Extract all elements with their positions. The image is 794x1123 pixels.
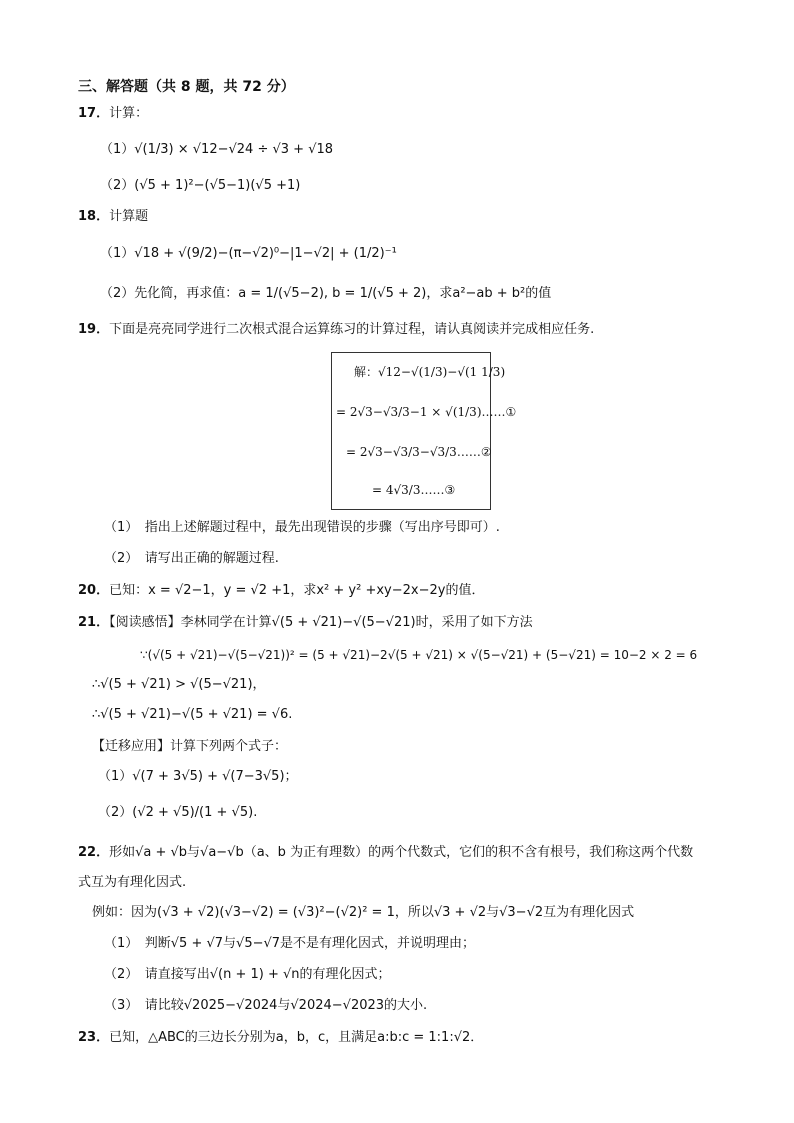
question-number: 22．: [78, 845, 110, 860]
question-stem: 已知：x = √2−1，y = √2 +1，求x² + y² +xy−2x−2y的值．: [109, 583, 485, 598]
question-18: [78, 208, 148, 226]
q18-part-2: （2）先化简，再求值：a = 1/(√5−2), b = 1/(√5 + 2)，求a²−ab + b²的值: [100, 286, 552, 301]
q22-part-1: （1） 判断√5 + √7与√5−√7是不是有理化因式，并说明理由；: [104, 936, 476, 951]
question-20: [78, 582, 484, 600]
solution-line-3: = 2√3−√3/3−√3/3……②: [346, 445, 492, 459]
q19-part-1: （1） 指出上述解题过程中，最先出现错误的步骤（写出序号即可）.: [104, 520, 500, 535]
question-19: [78, 321, 594, 339]
question-number: 17．: [78, 106, 110, 121]
q21-part-2: （2）(√2 + √5)/(1 + √5).: [98, 805, 258, 820]
q22-example: 例如：因为(√3 + √2)(√3−√2) = (√3)²−(√2)² = 1，所以√3 + √2与√3−√2互为有理化因式: [92, 905, 635, 920]
q21-line-1: ∵(√(5 + √21)−√(5−√21))² = (5 + √21)−2√(5 + √21) × √(5−√21) + (5−√21) = 10−2 × 2 = 6: [140, 648, 698, 662]
q21-apply: 【迁移应用】计算下列两个式子：: [92, 739, 288, 754]
question-stem: 计算题: [109, 209, 149, 224]
question-stem: 形如√a + √b与√a−√b（a、b 为正有理数）的两个代数式，它们的积不含有根号，我们称这两个代数: [109, 845, 694, 860]
solution-line-1: 解：√12−√(1/3)−√(1 1/3): [354, 365, 506, 379]
question-number: 23．: [78, 1030, 110, 1045]
solution-line-4: = 4√3/3……③: [372, 483, 456, 497]
q17-part-1: （1）√(1/3) × √12−√24 ÷ √3 + √18: [100, 142, 334, 157]
question-stem: 下面是亮亮同学进行二次根式混合运算练习的计算过程，请认真阅读并完成相应任务.: [109, 322, 595, 337]
question-22: [78, 844, 693, 862]
q22-stem-continued: 式互为有理化因式.: [78, 875, 187, 890]
question-number: 20．: [78, 583, 110, 598]
solution-line-2: = 2√3−√3/3−1 × √(1/3)……①: [336, 405, 517, 419]
q22-part-2: （2） 请直接写出√(n + 1) + √n的有理化因式；: [104, 967, 391, 982]
q18-part-1: （1）√18 + √(9/2)−(π−√2)⁰−|1−√2| + (1/2)⁻¹: [100, 246, 397, 261]
question-17: [78, 105, 148, 123]
solution-box: [331, 352, 517, 510]
q19-part-2: （2） 请写出正确的解题过程.: [104, 551, 279, 566]
q17-part-2: （2）(√5 + 1)²−(√5−1)(√5 +1): [100, 178, 301, 193]
question-stem: 已知，△ABC的三边长分别为a，b，c，且满足a:b:c = 1:1:√2．: [109, 1030, 484, 1045]
q21-line-2: ∴√(5 + √21) > √(5−√21)，: [92, 677, 266, 692]
q21-line-3: ∴√(5 + √21)−√(5 + √21) = √6.: [92, 707, 293, 722]
section-title: 三、解答题（共 8 题，共 72 分）: [78, 79, 295, 95]
question-stem: 计算：: [109, 106, 149, 121]
q22-part-3: （3） 请比较√2025−√2024与√2024−√2023的大小.: [104, 998, 428, 1013]
question-number: 21．: [78, 615, 110, 630]
question-number: 18．: [78, 209, 110, 224]
q21-part-1: （1）√(7 + 3√5) + √(7−3√5)；: [98, 769, 298, 784]
question-stem: 【阅读感悟】李林同学在计算√(5 + √21)−√(5−√21)时，采用了如下方法: [109, 615, 533, 630]
question-21: [78, 614, 533, 632]
question-number: 19．: [78, 322, 110, 337]
question-23: [78, 1029, 483, 1047]
